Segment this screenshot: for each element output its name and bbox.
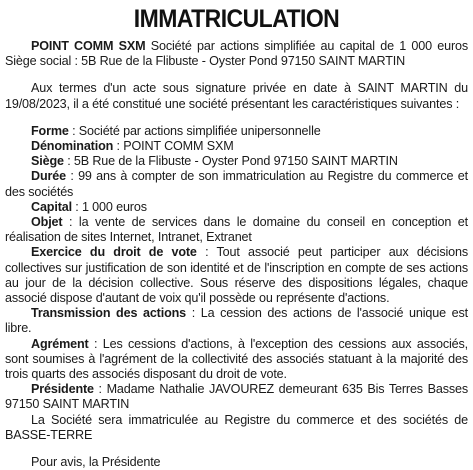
signature-line: Pour avis, la Présidente [31, 455, 161, 470]
registration-paragraph: La Société sera immatriculée au Registre du commerce et des sociétés de BASSE-TERRE [5, 412, 468, 442]
field-label: Transmission des actions [31, 306, 187, 321]
field-value: 99 ans à compter de son immatriculation au Registre du commerce et des sociétés [5, 169, 468, 199]
field-label: Forme [31, 123, 69, 138]
field-separator: : [65, 169, 79, 184]
characteristics-list [5, 124, 468, 413]
field-label: Objet [31, 215, 63, 230]
field-separator: : [63, 154, 74, 169]
field-separator: : [62, 215, 79, 230]
field-separator: : [186, 306, 201, 321]
field-separator: : [71, 199, 82, 214]
intro-text: Société par actions simplifiée au capital de 1 000 euros Siège social : 5B Rue de la Flibuste - Oyster Pond 97150 SAINT MARTIN [5, 39, 469, 69]
field-value: Les cessions d'actions, à l'exception des cessions aux associés, sont soumises à l'agrément de la collectivité des associés statuant à la majorité des trois quarts des associés disposant du droit de vote. [5, 336, 468, 382]
field-duree [5, 169, 468, 199]
field-separator: : [88, 336, 103, 351]
intro-paragraph [5, 39, 468, 69]
field-separator: : [68, 123, 79, 138]
field-capital [5, 200, 468, 215]
acte-paragraph: Aux termes d'un acte sous signature privée en date à SAINT MARTIN du 19/08/2023, il a été constitué une société présentant les caractéristiques suivantes : [5, 81, 468, 111]
field-value: Société par actions simplifiée unipersonnelle [78, 123, 321, 138]
field-label: Dénomination [31, 139, 114, 154]
field-label: Siège [31, 154, 64, 169]
field-separator: : [113, 139, 124, 154]
field-droit-de-vote [5, 245, 468, 306]
field-objet [5, 215, 468, 245]
company-name: POINT COMM SXM [31, 39, 146, 53]
field-value: 5B Rue de la Flibuste - Oyster Pond 97150 SAINT MARTIN [73, 154, 398, 169]
field-value: la vente de services dans le domaine du conseil en conception et réalisation de sites Internet, Intranet, Extranet [5, 215, 469, 245]
field-label: Présidente [31, 382, 94, 397]
field-label: Exercice du droit de vote [31, 245, 197, 260]
field-value: La cession des actions de l'associé unique est libre. [5, 306, 468, 336]
field-label: Durée [31, 169, 66, 184]
notice-title: IMMATRICULATION [133, 5, 340, 33]
field-forme [5, 124, 468, 139]
field-presidente [5, 382, 468, 412]
field-agrement [5, 337, 468, 383]
field-value: 1 000 euros [81, 199, 147, 214]
field-label: Capital [31, 199, 72, 214]
field-separator: : [93, 382, 107, 397]
field-label: Agrément [31, 336, 89, 351]
field-separator: : [196, 245, 217, 260]
field-value: POINT COMM SXM [123, 139, 234, 154]
field-value: Madame Nathalie JAVOUREZ demeurant 635 Bis Terres Basses 97150 SAINT MARTIN [5, 382, 468, 412]
field-denomination [5, 139, 468, 154]
field-transmission [5, 306, 468, 336]
field-value: Tout associé peut participer aux décisions collectives sur justification de son identité et de l'inscription en compte de ses actions au jour de la décision collective. Sous réserve des dispositions légales, chaque associé dispose d'autant de voix qu'il possède ou représente d'actions. [5, 245, 468, 306]
field-siege [5, 154, 468, 169]
